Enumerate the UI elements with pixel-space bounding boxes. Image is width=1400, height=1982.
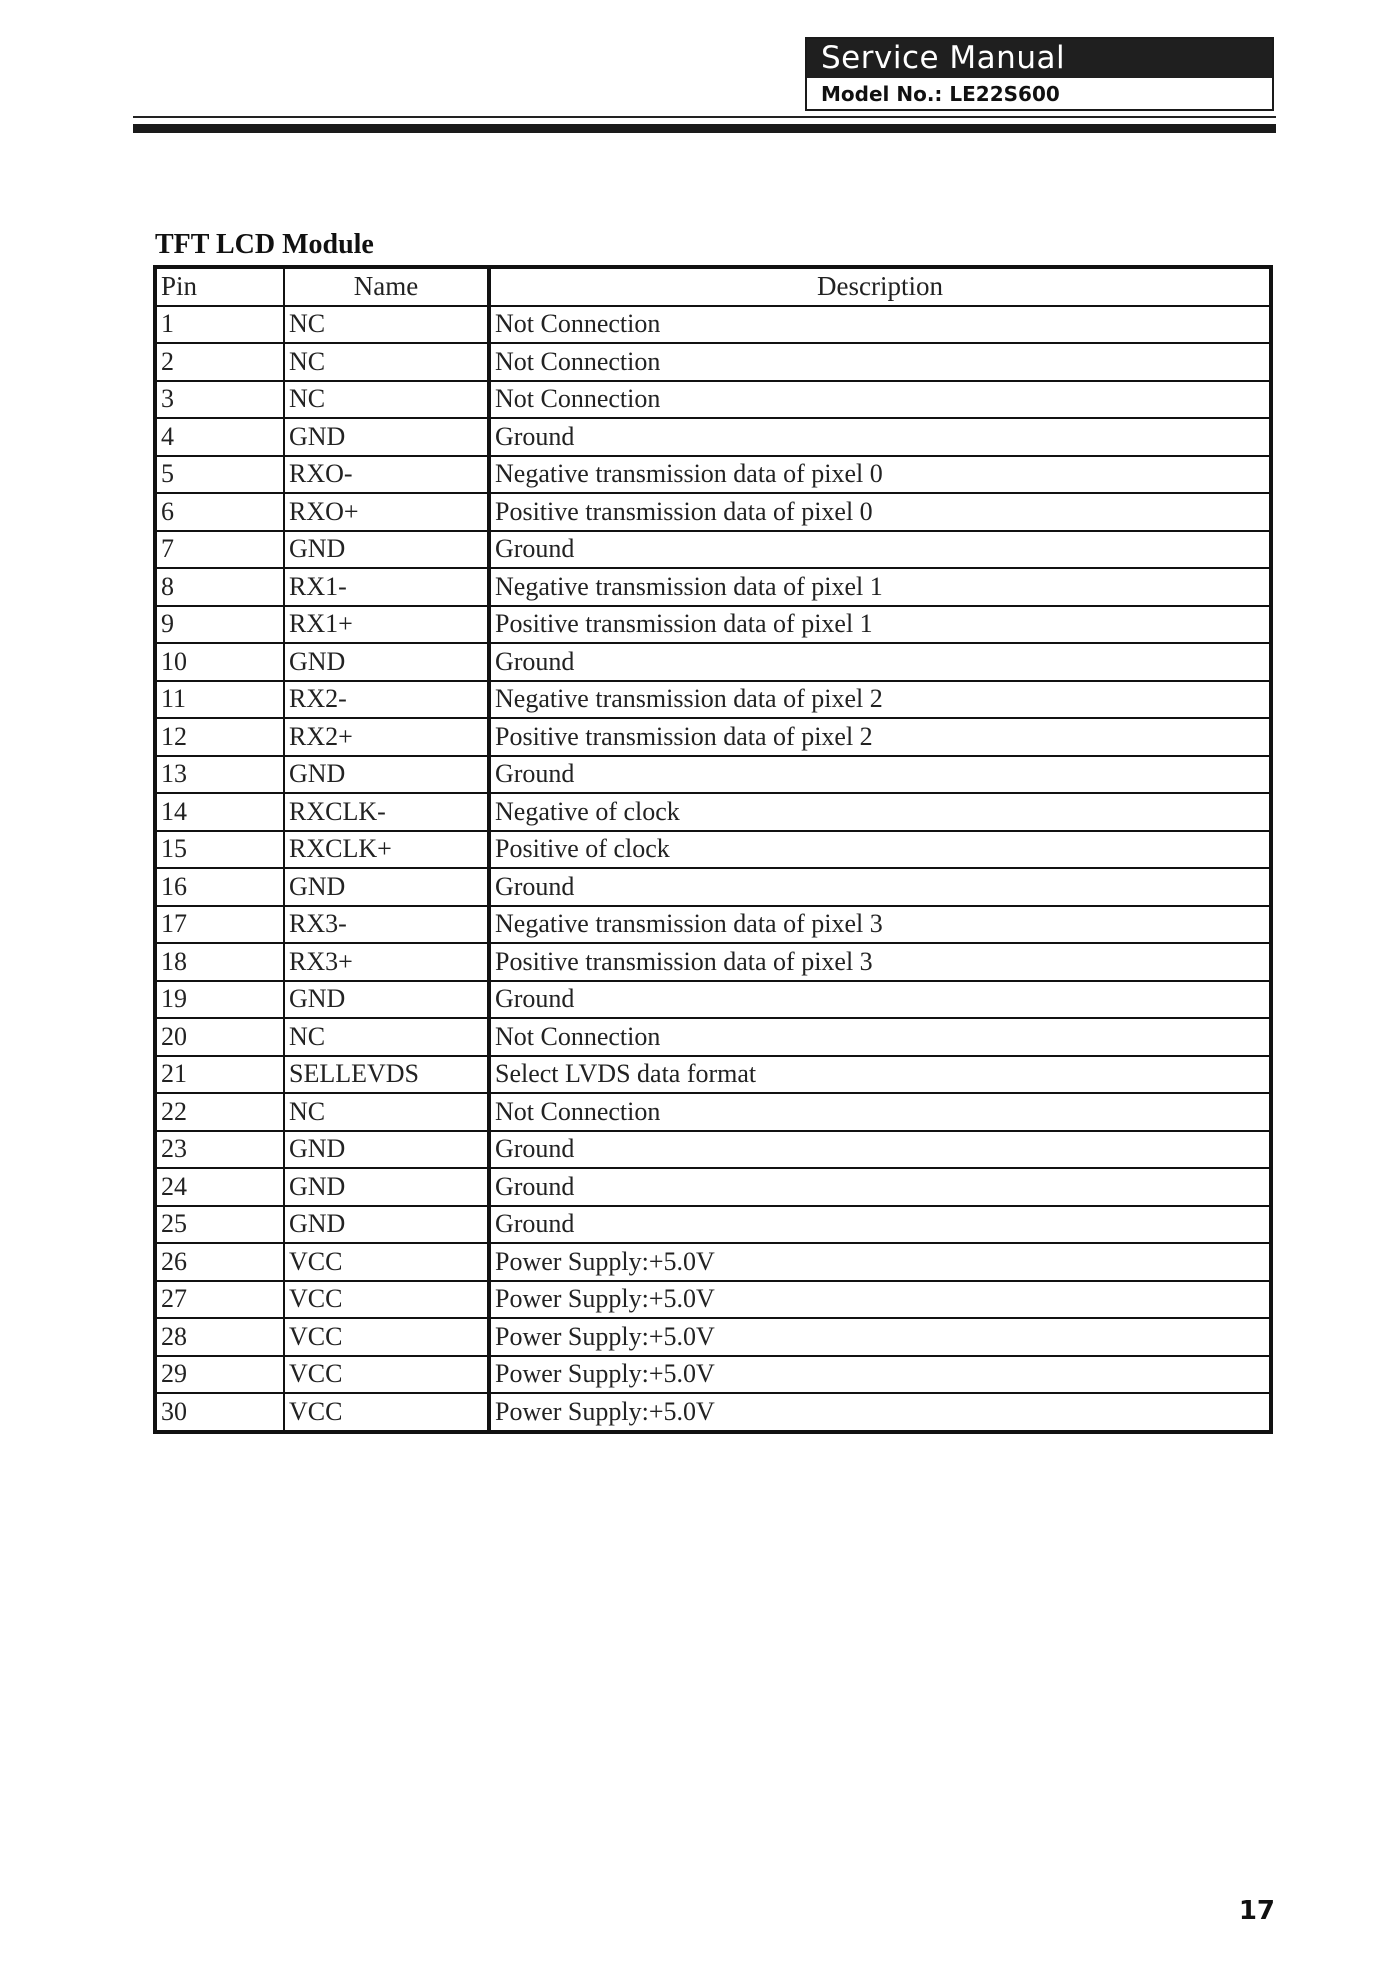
pin-cell: 29: [155, 1356, 284, 1394]
name-cell: GND: [284, 418, 489, 456]
table-row: [155, 1206, 1271, 1244]
name-cell: GND: [284, 531, 489, 569]
name-cell: GND: [284, 756, 489, 794]
pin-cell: 27: [155, 1281, 284, 1319]
pin-cell: 20: [155, 1018, 284, 1056]
description-cell: Ground: [489, 1131, 1271, 1169]
model-number: Model No.: LE22S600: [821, 82, 1060, 106]
description-cell: Ground: [489, 868, 1271, 906]
table-row: [155, 1243, 1271, 1281]
header-rule-thick: [133, 124, 1276, 133]
pin-cell: 24: [155, 1168, 284, 1206]
name-cell: RX3+: [284, 943, 489, 981]
description-cell: Ground: [489, 418, 1271, 456]
pin-cell: 2: [155, 343, 284, 381]
table-row: [155, 793, 1271, 831]
pin-cell: 26: [155, 1243, 284, 1281]
pin-cell: 22: [155, 1093, 284, 1131]
page-number: 17: [1238, 1896, 1275, 1926]
name-cell: NC: [284, 1093, 489, 1131]
pin-cell: 1: [155, 306, 284, 344]
name-cell: RX2+: [284, 718, 489, 756]
pin-cell: 15: [155, 831, 284, 869]
pin-table-body: [155, 306, 1271, 1432]
name-cell: NC: [284, 381, 489, 419]
description-cell: Ground: [489, 756, 1271, 794]
pin-cell: 9: [155, 606, 284, 644]
name-cell: GND: [284, 1131, 489, 1169]
table-row: [155, 981, 1271, 1019]
description-cell: Power Supply:+5.0V: [489, 1393, 1271, 1432]
table-row: [155, 1131, 1271, 1169]
table-row: [155, 381, 1271, 419]
description-cell: Ground: [489, 981, 1271, 1019]
description-cell: Ground: [489, 1168, 1271, 1206]
pin-cell: 11: [155, 681, 284, 719]
pin-cell: 25: [155, 1206, 284, 1244]
table-row: [155, 943, 1271, 981]
pin-cell: 3: [155, 381, 284, 419]
table-row: [155, 418, 1271, 456]
table-row: [155, 756, 1271, 794]
column-header-name: Name: [284, 267, 489, 306]
pin-cell: 21: [155, 1056, 284, 1094]
name-cell: GND: [284, 643, 489, 681]
description-cell: Negative of clock: [489, 793, 1271, 831]
description-cell: Ground: [489, 1206, 1271, 1244]
pin-cell: 23: [155, 1131, 284, 1169]
description-cell: Power Supply:+5.0V: [489, 1356, 1271, 1394]
description-cell: Not Connection: [489, 306, 1271, 344]
description-cell: Negative transmission data of pixel 1: [489, 568, 1271, 606]
name-cell: NC: [284, 306, 489, 344]
table-row: [155, 493, 1271, 531]
pin-cell: 4: [155, 418, 284, 456]
description-cell: Ground: [489, 531, 1271, 569]
description-cell: Power Supply:+5.0V: [489, 1281, 1271, 1319]
column-header-pin: Pin: [155, 267, 284, 306]
name-cell: RXCLK-: [284, 793, 489, 831]
header-box: [805, 37, 1274, 111]
name-cell: GND: [284, 1168, 489, 1206]
name-cell: RXCLK+: [284, 831, 489, 869]
pin-cell: 28: [155, 1318, 284, 1356]
table-row: [155, 718, 1271, 756]
description-cell: Positive transmission data of pixel 0: [489, 493, 1271, 531]
table-row: [155, 306, 1271, 344]
table-row: [155, 868, 1271, 906]
pin-cell: 8: [155, 568, 284, 606]
table-row: [155, 1168, 1271, 1206]
table-row: [155, 1281, 1271, 1319]
pin-cell: 6: [155, 493, 284, 531]
table-header-row: [155, 267, 1271, 306]
pin-cell: 16: [155, 868, 284, 906]
pin-cell: 18: [155, 943, 284, 981]
name-cell: VCC: [284, 1243, 489, 1281]
description-cell: Negative transmission data of pixel 3: [489, 906, 1271, 944]
table-row: [155, 343, 1271, 381]
table-row: [155, 1393, 1271, 1432]
name-cell: GND: [284, 1206, 489, 1244]
pin-table: [153, 265, 1273, 1434]
description-cell: Positive of clock: [489, 831, 1271, 869]
pin-cell: 14: [155, 793, 284, 831]
description-cell: Not Connection: [489, 381, 1271, 419]
name-cell: RXO-: [284, 456, 489, 494]
description-cell: Positive transmission data of pixel 3: [489, 943, 1271, 981]
name-cell: VCC: [284, 1281, 489, 1319]
description-cell: Positive transmission data of pixel 1: [489, 606, 1271, 644]
pin-cell: 19: [155, 981, 284, 1019]
pin-cell: 10: [155, 643, 284, 681]
manual-title: Service Manual: [807, 39, 1272, 78]
name-cell: VCC: [284, 1356, 489, 1394]
description-cell: Negative transmission data of pixel 2: [489, 681, 1271, 719]
section-title: TFT LCD Module: [155, 229, 374, 260]
table-row: [155, 456, 1271, 494]
table-row: [155, 531, 1271, 569]
description-cell: Power Supply:+5.0V: [489, 1243, 1271, 1281]
table-row: [155, 1056, 1271, 1094]
name-cell: GND: [284, 868, 489, 906]
name-cell: RX1+: [284, 606, 489, 644]
pin-cell: 30: [155, 1393, 284, 1432]
name-cell: RX1-: [284, 568, 489, 606]
pin-cell: 17: [155, 906, 284, 944]
description-cell: Not Connection: [489, 1018, 1271, 1056]
description-cell: Ground: [489, 643, 1271, 681]
pin-cell: 5: [155, 456, 284, 494]
name-cell: VCC: [284, 1318, 489, 1356]
description-cell: Not Connection: [489, 343, 1271, 381]
name-cell: RX3-: [284, 906, 489, 944]
name-cell: GND: [284, 981, 489, 1019]
name-cell: RXO+: [284, 493, 489, 531]
table-row: [155, 1356, 1271, 1394]
table-row: [155, 831, 1271, 869]
table-row: [155, 1318, 1271, 1356]
pin-cell: 13: [155, 756, 284, 794]
column-header-description: Description: [489, 267, 1271, 306]
name-cell: NC: [284, 343, 489, 381]
name-cell: NC: [284, 1018, 489, 1056]
table-row: [155, 906, 1271, 944]
name-cell: VCC: [284, 1393, 489, 1432]
description-cell: Negative transmission data of pixel 0: [489, 456, 1271, 494]
table-row: [155, 681, 1271, 719]
name-cell: RX2-: [284, 681, 489, 719]
description-cell: Not Connection: [489, 1093, 1271, 1131]
table-row: [155, 606, 1271, 644]
description-cell: Positive transmission data of pixel 2: [489, 718, 1271, 756]
table-row: [155, 568, 1271, 606]
header-rule-thin: [133, 116, 1276, 118]
table-row: [155, 1018, 1271, 1056]
pin-cell: 12: [155, 718, 284, 756]
pin-cell: 7: [155, 531, 284, 569]
description-cell: Select LVDS data format: [489, 1056, 1271, 1094]
table-row: [155, 643, 1271, 681]
description-cell: Power Supply:+5.0V: [489, 1318, 1271, 1356]
table-row: [155, 1093, 1271, 1131]
name-cell: SELLEVDS: [284, 1056, 489, 1094]
